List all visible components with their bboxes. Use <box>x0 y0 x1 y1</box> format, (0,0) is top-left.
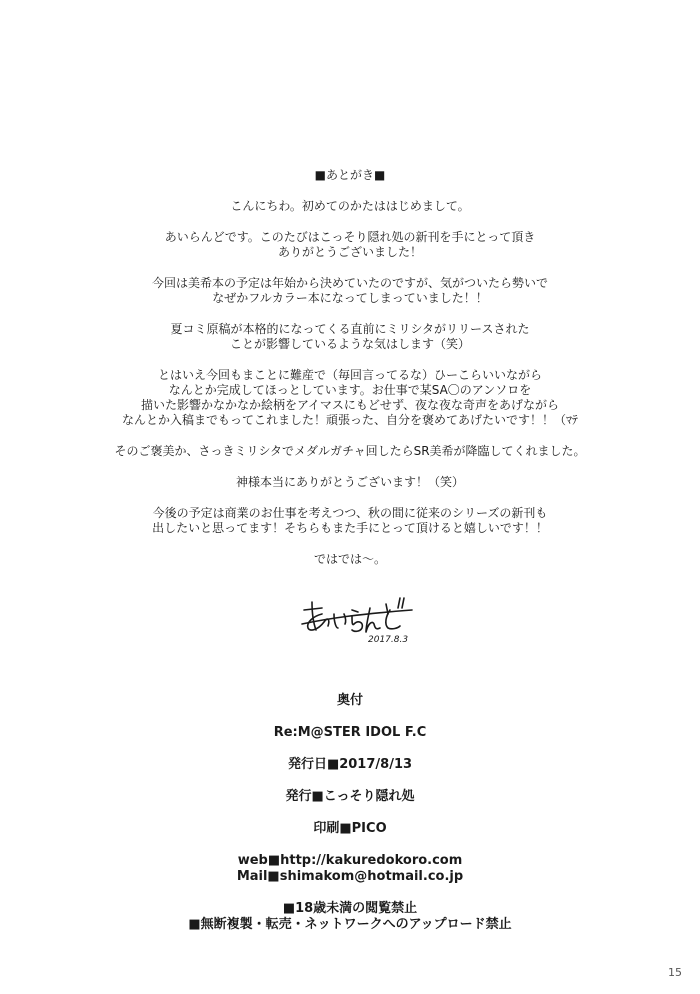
publisher: 発行■こっそり隠れ処 <box>285 789 415 804</box>
afterword-line: 夏コミ原稿が本格的になってくる直前にミリシタがリリースされた <box>170 322 530 336</box>
afterword-paragraph <box>40 276 660 306</box>
issue-date: 発行日■2017/8/13 <box>287 757 413 772</box>
web-address: web■http://kakuredokoro.com <box>237 853 463 868</box>
afterword-line: なんとか完成してほっとしています。お仕事で某SA〇のアンソロを <box>168 383 532 397</box>
printer: 印刷■PICO <box>313 821 387 836</box>
afterword-line: 今回は美希本の予定は年始から決めていたのですが、気がついたら勢いで <box>151 276 548 290</box>
afterword-line: ではでは〜。 <box>313 552 386 566</box>
handwritten-signature <box>300 588 420 648</box>
afterword-heading: ■あとがき■ <box>314 168 386 182</box>
afterword-line: なんとか入稿までもってこれました！頑張った、自分を褒めてあげたいです！！（ﾏﾃ <box>121 413 578 427</box>
afterword-paragraph <box>40 444 660 459</box>
afterword-line: 神様本当にありがとうございます！（笑） <box>235 475 464 489</box>
page-number: 15 <box>668 966 682 979</box>
signature-date: 2017.8.3 <box>368 635 409 645</box>
afterword-paragraph <box>40 199 660 214</box>
afterword-line: とはいえ今回もまことに難産で（毎回言ってるな）ひーこらいいながら <box>157 368 542 382</box>
afterword-paragraph <box>40 230 660 260</box>
copy-notice: ■無断複製・転売・ネットワークへのアップロード禁止 <box>188 917 512 932</box>
afterword-line: なぜかフルカラー本になってしまっていました！！ <box>212 291 488 305</box>
afterword-line: あいらんどです。このたびはこっそり隠れ処の新刊を手にとって頂き <box>164 230 536 244</box>
afterword-paragraph <box>40 475 660 490</box>
afterword-line: そのご褒美か、さっきミリシタでメダルガチャ回したらSR美希が降臨してくれました。 <box>114 444 586 458</box>
afterword-paragraph <box>40 322 660 352</box>
afterword-line: ありがとうございました！ <box>277 245 422 259</box>
afterword-line: 描いた影響かなかなか絵柄をアイマスにもどせず、夜な夜な奇声をあげながら <box>141 398 559 412</box>
afterword-line: 今後の予定は商業のお仕事を考えつつ、秋の間に従来のシリーズの新刊も <box>152 506 548 520</box>
age-notice: ■18歳未満の閲覧禁止 <box>282 901 418 916</box>
afterword-line: こんにちわ。初めてのかたははじめまして。 <box>230 199 470 213</box>
mail-address: Mail■shimakom@hotmail.co.jp <box>236 869 464 884</box>
afterword-line: ことが影響しているような気はします（笑） <box>229 337 470 351</box>
colophon-title: 奥付 <box>336 693 363 708</box>
afterword-line: 出したいと思ってます！そちらもまた手にとって頂けると嬉しいです！！ <box>152 521 548 535</box>
afterword-section <box>40 168 660 583</box>
colophon-section <box>40 693 660 933</box>
afterword-paragraph <box>40 368 660 428</box>
afterword-paragraph <box>40 552 660 567</box>
afterword-paragraph <box>40 506 660 536</box>
circle-title: Re:M@STER IDOL F.C <box>273 725 427 740</box>
